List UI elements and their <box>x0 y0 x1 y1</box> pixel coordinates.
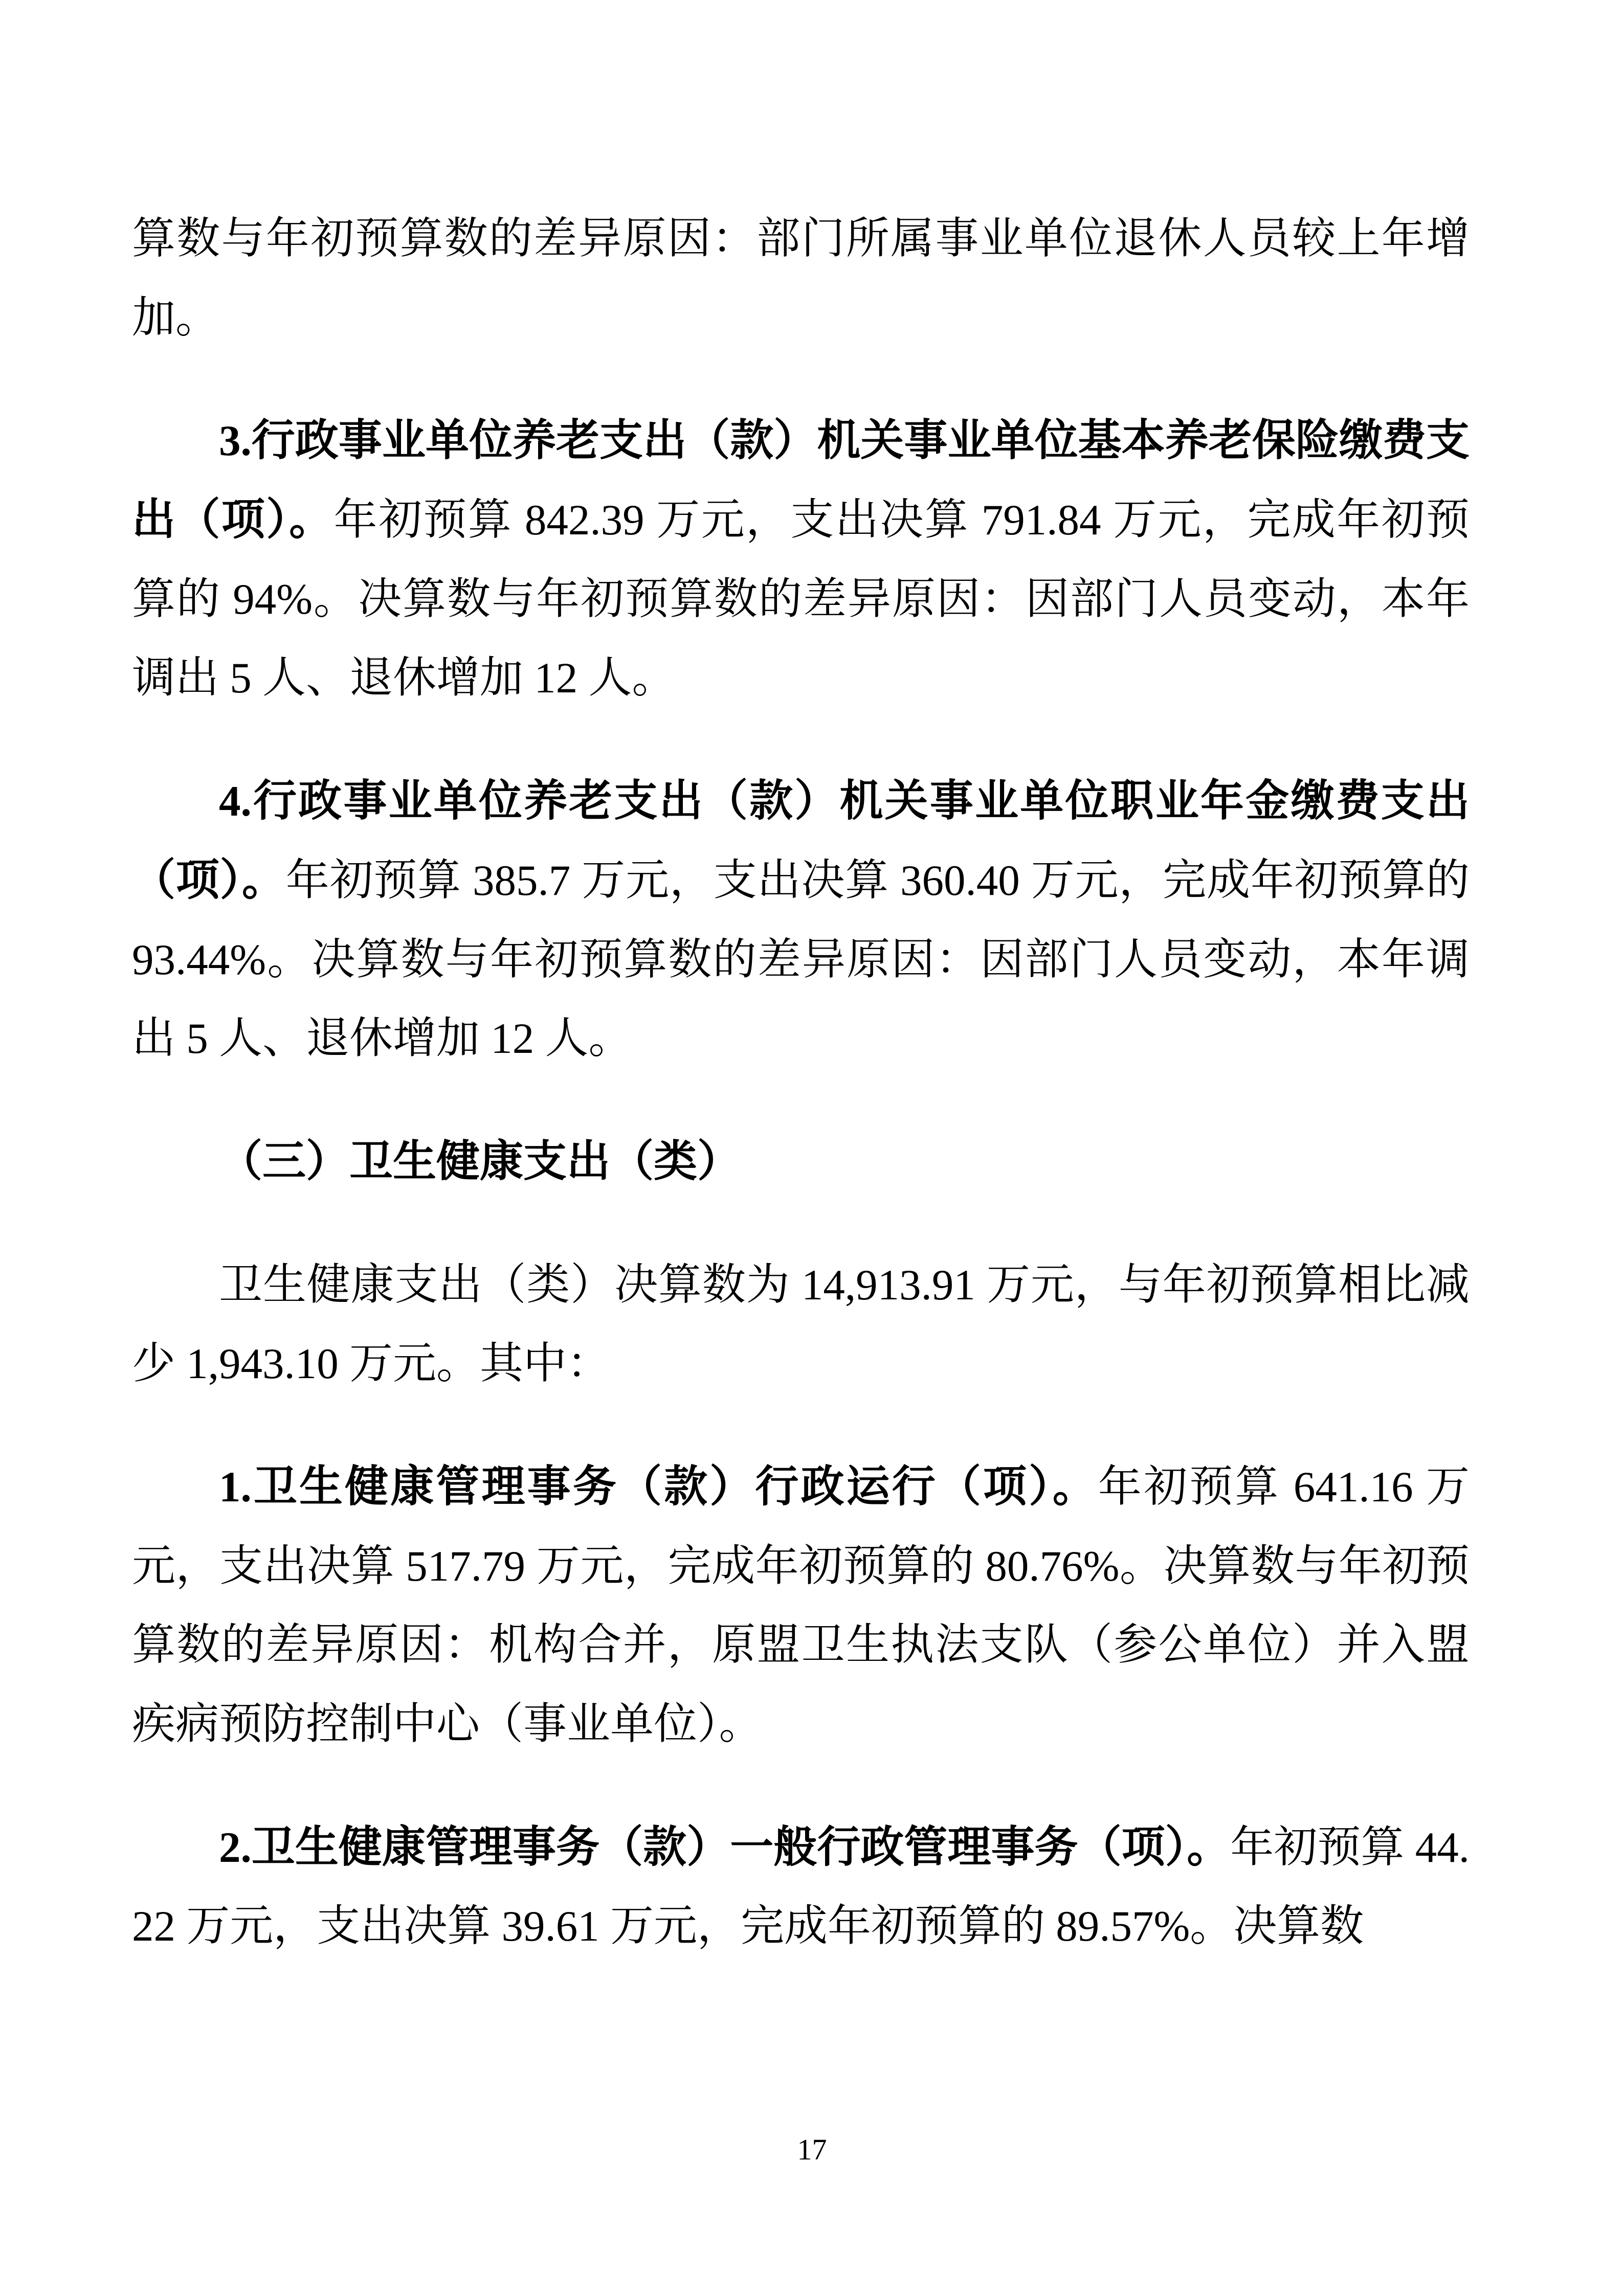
text-run: 算数与年初预算数的差异原因：部门所属事业单位退休人员较上年增加。 <box>132 215 1470 342</box>
bold-text-run: 1.卫生健康管理事务（款）行政运行（项）。 <box>219 1462 1098 1511</box>
text-run: 年初预算 44.22 万元，支出决算 39.61 万元，完成年初预算的 89.57%。决算数 <box>132 1823 1470 1951</box>
paragraph-1 <box>132 199 1470 357</box>
paragraph-3 <box>132 762 1470 1078</box>
page-number: 17 <box>797 2133 827 2166</box>
paragraph-5 <box>132 1246 1470 1404</box>
text-run: 年初预算 641.16 万元，支出决算 517.79 万元，完成年初预算的 80.76%。决算数与年初预算数的差异原因：机构合并，原盟卫生执法支队（参公单位）并入盟疾病预防控制中心（事业单位）。 <box>132 1462 1470 1748</box>
text-run: 年初预算 385.7 万元，支出决算 360.40 万元，完成年初预算的 93.44%。决算数与年初预算数的差异原因：因部门人员变动，本年调出 5 人、退休增加 12 人。 <box>132 856 1470 1063</box>
paragraph-6 <box>132 1448 1470 1764</box>
document-body <box>132 199 1470 2010</box>
section-heading <box>132 1122 1470 1202</box>
text-run: 年初预算 842.39 万元，支出决算 791.84 万元，完成年初预算的 94%。决算数与年初预算数的差异原因：因部门人员变动，本年调出 5 人、退休增加 12 人。 <box>132 496 1470 703</box>
paragraph-2 <box>132 401 1470 718</box>
bold-text-run: 3.行政事业单位养老支出（款）机关事业单位基本养老保险缴费支出（项）。 <box>132 417 1470 545</box>
paragraph-7 <box>132 1808 1470 1966</box>
bold-text-run: 4.行政事业单位养老支出（款）机关事业单位职业年金缴费支出（项）。 <box>132 777 1470 905</box>
text-run: 卫生健康支出（类）决算数为 14,913.91 万元，与年初预算相比减少 1,943.10 万元。其中： <box>132 1260 1470 1388</box>
page-footer <box>0 2135 1624 2165</box>
bold-text-run: 2.卫生健康管理事务（款）一般行政管理事务（项）。 <box>219 1823 1231 1872</box>
bold-text-run: （三）卫生健康支出（类） <box>219 1137 741 1186</box>
